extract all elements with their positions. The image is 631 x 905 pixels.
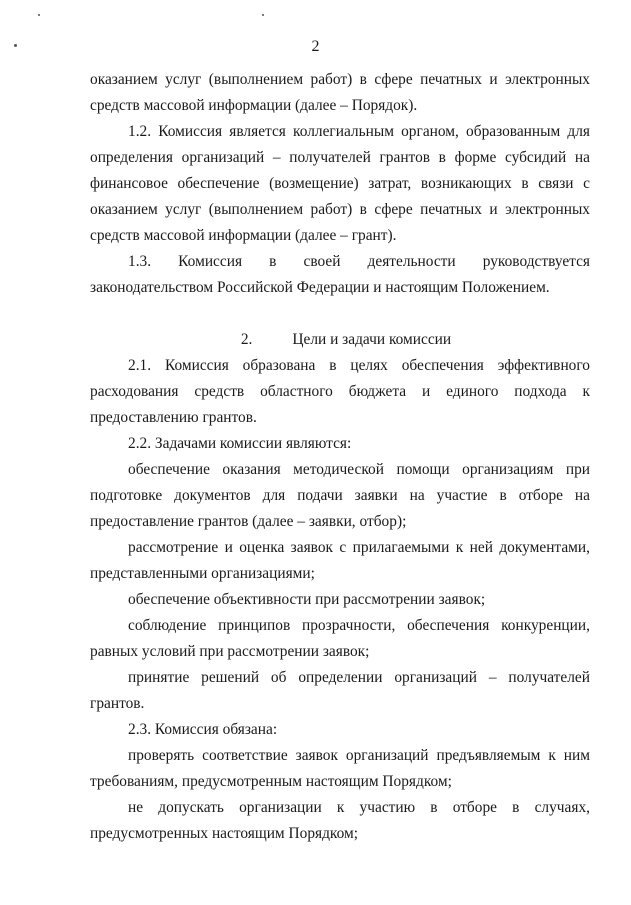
paragraph-1-2: 1.2. Комиссия является коллегиальным органом, образованным для определения организаций – получателей грантов в форме субсидий на финансовое обеспечение (возмещение) затрат, возникающих в связи с оказанием услуг (выполнением работ) в сфере печатных и электронных средств массовой информации (далее – грант). — [90, 123, 590, 244]
scan-speck — [38, 14, 40, 16]
duty-item: проверять соответствие заявок организаций предъявляемым к ним требованиям, предусмотренным настоящим Порядком; — [90, 747, 590, 790]
task-item: принятие решений об определении организаций – получателей грантов. — [90, 669, 590, 712]
document-body — [90, 67, 590, 847]
section-heading — [90, 327, 590, 353]
page-number: 2 — [311, 38, 320, 55]
scan-speck — [262, 14, 264, 16]
duty-item: не допускать организации к участию в отборе в случаях, предусмотренных настоящим Порядком; — [90, 799, 590, 842]
section-number: 2. — [240, 331, 253, 348]
section-title: Цели и задачи комиссии — [292, 331, 452, 348]
paragraph-1-3: 1.3. Комиссия в своей деятельности руководствуется законодательством Российской Федерации и настоящим Положением. — [90, 253, 590, 296]
paragraph-2-3: 2.3. Комиссия обязана: — [128, 721, 278, 738]
paragraph-continuation: оказанием услуг (выполнением работ) в сфере печатных и электронных средств массовой информации (далее – Порядок). — [90, 71, 590, 114]
task-item: рассмотрение и оценка заявок с прилагаемыми к ней документами, представленными организациями; — [90, 539, 590, 582]
paragraph-2-1: 2.1. Комиссия образована в целях обеспечения эффективного расходования средств областного бюджета и единого подхода к предоставлению грантов. — [90, 357, 590, 426]
task-item: обеспечение оказания методической помощи организациям при подготовке документов для подачи заявки на участие в отборе на предоставление грантов (далее – заявки, отбор); — [90, 461, 590, 530]
task-item: обеспечение объективности при рассмотрении заявок; — [128, 591, 486, 608]
task-item: соблюдение принципов прозрачности, обеспечения конкуренции, равных условий при рассмотрении заявок; — [90, 617, 590, 660]
paragraph-2-2: 2.2. Задачами комиссии являются: — [128, 435, 352, 452]
